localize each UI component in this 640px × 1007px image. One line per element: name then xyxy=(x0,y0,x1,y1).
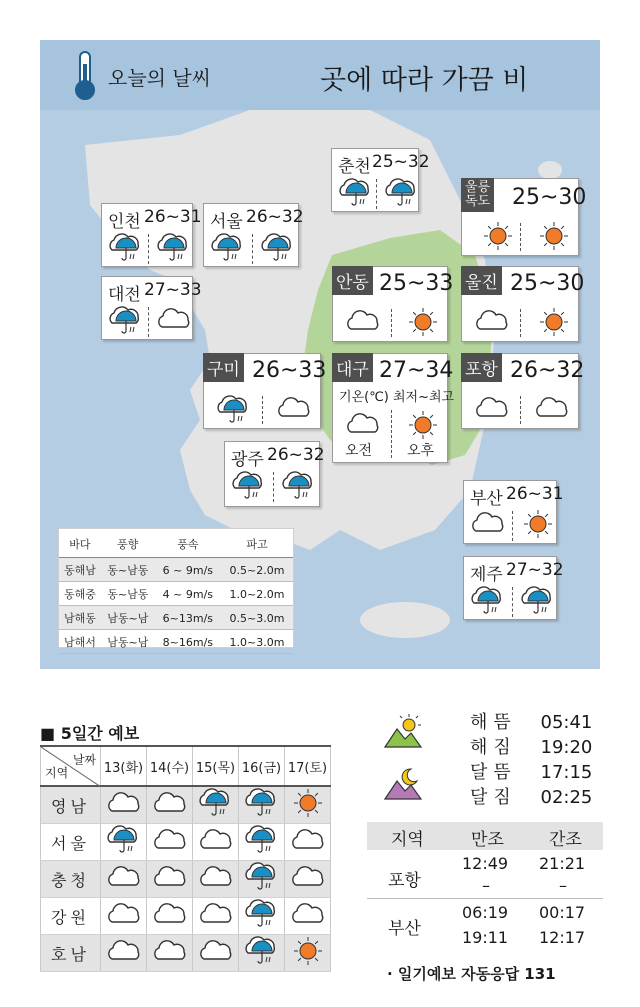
moonrise-label: 달뜸 xyxy=(470,762,517,783)
cloud-icon xyxy=(154,305,194,337)
legend-am-label: 오전 xyxy=(345,443,373,459)
forecast-cell xyxy=(193,935,239,972)
divider xyxy=(252,234,253,264)
city-box-daejeon xyxy=(101,276,202,340)
city-temp: 26~33 xyxy=(252,358,327,383)
city-name: 제주 xyxy=(470,565,503,585)
table-row xyxy=(59,582,293,606)
cloud-rain-icon xyxy=(242,898,282,934)
moonset-label: 달짐 xyxy=(470,787,517,808)
sunrise-sunset-icon xyxy=(383,713,423,749)
sunrise-row xyxy=(470,708,592,734)
cloud-rain-icon xyxy=(104,824,144,860)
cloud-rain-icon xyxy=(106,232,146,268)
cloud-icon xyxy=(343,410,383,442)
table-row xyxy=(41,824,331,861)
cloud-icon xyxy=(150,826,190,858)
cloud-icon xyxy=(472,394,512,426)
cloud-icon xyxy=(196,863,236,895)
forecast-cell xyxy=(147,935,193,972)
cloud-icon xyxy=(343,307,383,339)
sea-header-wind-dir: 풍향 xyxy=(101,529,155,558)
forecast-cell xyxy=(239,898,285,935)
forecast-date: 14(수) xyxy=(147,746,193,786)
city-name: 춘천 xyxy=(338,157,371,177)
city-box-uljin xyxy=(461,266,585,342)
cloud-icon xyxy=(150,900,190,932)
tide-low-2: 12:17 xyxy=(539,928,586,947)
tide-high-1: 12:49 xyxy=(462,854,509,873)
cloud-rain-icon xyxy=(279,470,319,506)
tide-header-region: 지역 xyxy=(391,830,424,850)
sun-icon xyxy=(534,307,574,341)
city-temp: 27~33 xyxy=(144,280,202,300)
forecast-region: 강원 xyxy=(41,898,101,935)
forecast-cell xyxy=(285,824,331,861)
cloud-icon xyxy=(196,937,236,969)
forecast-cell xyxy=(101,898,147,935)
table-row xyxy=(59,558,293,582)
sea-header-wave: 파고 xyxy=(221,529,293,558)
city-tag: 구미 xyxy=(203,353,244,382)
auto-reply-notice: · 일기예보 자동응답 131 xyxy=(387,965,556,983)
forecast-cell xyxy=(285,861,331,898)
forecast-cell xyxy=(285,898,331,935)
cloud-rain-icon xyxy=(382,177,422,213)
city-temp: 27~34 xyxy=(379,358,454,383)
sea-table-header xyxy=(59,529,293,558)
city-box-andong xyxy=(332,266,454,342)
city-tag: 울릉 독도 xyxy=(461,178,494,212)
city-box-busan xyxy=(463,480,564,544)
jeju-land xyxy=(360,602,450,638)
divider xyxy=(148,307,149,337)
cloud-icon xyxy=(150,937,190,969)
tide-table-header xyxy=(367,822,603,850)
cloud-rain-icon xyxy=(214,394,254,430)
tide-high-2: – xyxy=(482,876,490,895)
cloud-rain-icon xyxy=(258,232,298,268)
cloud-rain-icon xyxy=(518,585,558,621)
sea-wind-dir: 동~남동 xyxy=(101,582,155,606)
divider xyxy=(391,410,392,458)
forecast-cell xyxy=(101,786,147,824)
forecast-cell xyxy=(193,861,239,898)
cloud-icon xyxy=(104,900,144,932)
corner-date-label: 날짜 xyxy=(72,753,96,767)
divider xyxy=(512,587,513,617)
five-day-forecast-table xyxy=(40,745,331,972)
sunset-time: 19:20 xyxy=(540,737,593,758)
city-temp: 26~32 xyxy=(246,207,304,227)
cloud-icon xyxy=(468,509,508,541)
city-box-ulleung-dokdo xyxy=(461,178,587,256)
city-name: 광주 xyxy=(231,450,264,470)
table-row xyxy=(41,786,331,824)
divider xyxy=(391,309,392,337)
cloud-icon xyxy=(104,863,144,895)
sun-icon xyxy=(288,788,328,822)
table-row xyxy=(59,606,293,630)
cloud-icon xyxy=(150,863,190,895)
cloud-icon xyxy=(196,826,236,858)
city-temp: 25~33 xyxy=(379,271,454,296)
sun-icon xyxy=(288,936,328,970)
forecast-cell xyxy=(147,861,193,898)
moonrise-time: 17:15 xyxy=(540,762,593,783)
tide-high-1: 06:19 xyxy=(462,903,509,922)
sea-wind-dir: 남동~남 xyxy=(101,606,155,630)
sun-icon xyxy=(403,410,443,444)
cloud-rain-icon xyxy=(229,470,269,506)
forecast-cell xyxy=(147,824,193,861)
tide-divider xyxy=(367,898,603,899)
moonrise-moonset-icon xyxy=(383,765,423,801)
cloud-icon xyxy=(274,394,314,426)
city-box-incheon xyxy=(101,203,202,267)
sea-area: 남해서 xyxy=(59,630,101,654)
sea-area: 남해동 xyxy=(59,606,101,630)
city-temp: 26~31 xyxy=(506,484,564,504)
cloud-rain-icon xyxy=(468,585,508,621)
table-row xyxy=(41,935,331,972)
cloud-rain-icon xyxy=(242,861,282,897)
cloud-rain-icon xyxy=(336,177,376,213)
sea-wave: 0.5~3.0m xyxy=(221,606,293,630)
sea-area: 동해중 xyxy=(59,582,101,606)
forecast-region: 서울 xyxy=(41,824,101,861)
forecast-cell xyxy=(101,935,147,972)
sunset-row xyxy=(470,733,592,759)
sea-wave: 0.5~2.0m xyxy=(221,558,293,582)
forecast-date: 16(금) xyxy=(239,746,285,786)
moonrise-row xyxy=(470,758,592,784)
page-title: 오늘의 날씨 xyxy=(108,66,211,90)
cloud-rain-icon xyxy=(242,935,282,971)
legend-pm-label: 오후 xyxy=(407,443,435,459)
tide-place-pohang: 포항 xyxy=(388,871,421,891)
forecast-header-row xyxy=(41,746,331,786)
tide-high-2: 19:11 xyxy=(462,928,509,947)
sun-icon xyxy=(403,307,443,341)
forecast-cell xyxy=(193,824,239,861)
sea-header-wind-speed: 풍속 xyxy=(155,529,221,558)
city-temp: 26~32 xyxy=(510,358,585,383)
city-temp: 27~32 xyxy=(506,560,564,580)
forecast-region: 영남 xyxy=(41,786,101,824)
cloud-icon xyxy=(104,937,144,969)
city-name: 대전 xyxy=(108,285,141,305)
sea-header-area: 바다 xyxy=(59,529,101,558)
cloud-icon xyxy=(104,789,144,821)
divider xyxy=(520,396,521,424)
forecast-cell xyxy=(101,824,147,861)
ulleungdo-land xyxy=(538,161,562,179)
sea-wind-speed: 4 ~ 9m/s xyxy=(155,582,221,606)
tide-place-busan: 부산 xyxy=(388,919,421,939)
sun-icon xyxy=(534,221,574,255)
cloud-icon xyxy=(288,863,328,895)
table-row xyxy=(59,630,293,654)
legend-caption: 기온(℃) 최저~최고 xyxy=(339,390,455,405)
divider xyxy=(520,223,521,251)
cloud-icon xyxy=(288,900,328,932)
city-box-gwangju xyxy=(224,441,325,507)
weather-headline: 곳에 따라 가끔 비 xyxy=(320,65,529,96)
forecast-cell xyxy=(147,898,193,935)
forecast-region: 충청 xyxy=(41,861,101,898)
forecast-cell xyxy=(239,824,285,861)
cloud-rain-icon xyxy=(196,787,236,823)
moonset-row xyxy=(470,783,592,809)
thermometer-icon xyxy=(70,50,100,102)
forecast-cell xyxy=(193,898,239,935)
city-box-pohang xyxy=(461,353,585,429)
city-box-seoul xyxy=(203,203,304,267)
forecast-cell xyxy=(239,935,285,972)
forecast-cell xyxy=(239,786,285,824)
forecast-cell xyxy=(147,786,193,824)
forecast-date: 15(목) xyxy=(193,746,239,786)
forecast-cell xyxy=(239,861,285,898)
cloud-rain-icon xyxy=(154,232,194,268)
tide-header-high: 만조 xyxy=(471,830,504,850)
corner-region-label: 지역 xyxy=(45,766,69,780)
forecast-date: 13(화) xyxy=(101,746,147,786)
forecast-cell xyxy=(101,861,147,898)
cloud-rain-icon xyxy=(242,787,282,823)
divider xyxy=(520,309,521,337)
divider xyxy=(376,179,377,209)
cloud-icon xyxy=(196,900,236,932)
sun-icon xyxy=(518,509,558,543)
sea-wind-speed: 6 ~ 9m/s xyxy=(155,558,221,582)
cloud-icon xyxy=(150,789,190,821)
divider xyxy=(148,234,149,264)
tide-low-1: 21:21 xyxy=(539,854,586,873)
sea-wave: 1.0~2.0m xyxy=(221,582,293,606)
city-temp: 25~30 xyxy=(510,271,585,296)
city-temp: 25~30 xyxy=(512,185,587,210)
divider xyxy=(512,511,513,541)
table-row xyxy=(41,861,331,898)
sunrise-time: 05:41 xyxy=(540,712,593,733)
table-row xyxy=(41,898,331,935)
sun-icon xyxy=(478,221,518,255)
city-tag: 울진 xyxy=(461,266,502,295)
sea-wind-dir: 동~남동 xyxy=(101,558,155,582)
tide-low-1: 00:17 xyxy=(539,903,586,922)
cloud-icon xyxy=(532,394,572,426)
city-box-jeju xyxy=(463,556,564,620)
city-tag: 포항 xyxy=(461,353,502,382)
cloud-icon xyxy=(472,307,512,339)
forecast-cell xyxy=(285,935,331,972)
city-name: 부산 xyxy=(470,489,503,509)
forecast-cell xyxy=(285,786,331,824)
tide-header-low: 간조 xyxy=(549,830,582,850)
sea-wind-speed: 6~13m/s xyxy=(155,606,221,630)
city-box-daegu xyxy=(332,353,455,463)
sunset-label: 해짐 xyxy=(470,737,517,758)
sea-wind-dir: 남동~남 xyxy=(101,630,155,654)
sea-area: 동해남 xyxy=(59,558,101,582)
divider xyxy=(262,396,263,424)
tide-low-2: – xyxy=(559,876,567,895)
forecast-cell xyxy=(193,786,239,824)
city-temp: 26~31 xyxy=(144,207,202,227)
forecast-corner-cell xyxy=(41,746,101,786)
sea-wave: 1.0~3.0m xyxy=(221,630,293,654)
city-box-chuncheon xyxy=(331,148,430,212)
city-box-gumi xyxy=(203,353,327,429)
forecast-title: ■ 5일간 예보 xyxy=(40,724,140,743)
cloud-rain-icon xyxy=(208,232,248,268)
sea-conditions-table xyxy=(58,528,294,648)
city-tag: 대구 xyxy=(332,353,373,382)
moonset-time: 02:25 xyxy=(540,787,593,808)
city-name: 서울 xyxy=(210,212,243,232)
forecast-region: 호남 xyxy=(41,935,101,972)
city-temp: 26~32 xyxy=(267,445,325,465)
sunrise-label: 해뜸 xyxy=(470,712,517,733)
city-tag: 안동 xyxy=(332,266,373,295)
forecast-date: 17(토) xyxy=(285,746,331,786)
divider xyxy=(273,472,274,502)
cloud-rain-icon xyxy=(106,305,146,341)
cloud-rain-icon xyxy=(242,824,282,860)
cloud-icon xyxy=(288,826,328,858)
city-name: 인천 xyxy=(108,212,141,232)
city-temp: 25~32 xyxy=(372,152,430,172)
sea-wind-speed: 8~16m/s xyxy=(155,630,221,654)
